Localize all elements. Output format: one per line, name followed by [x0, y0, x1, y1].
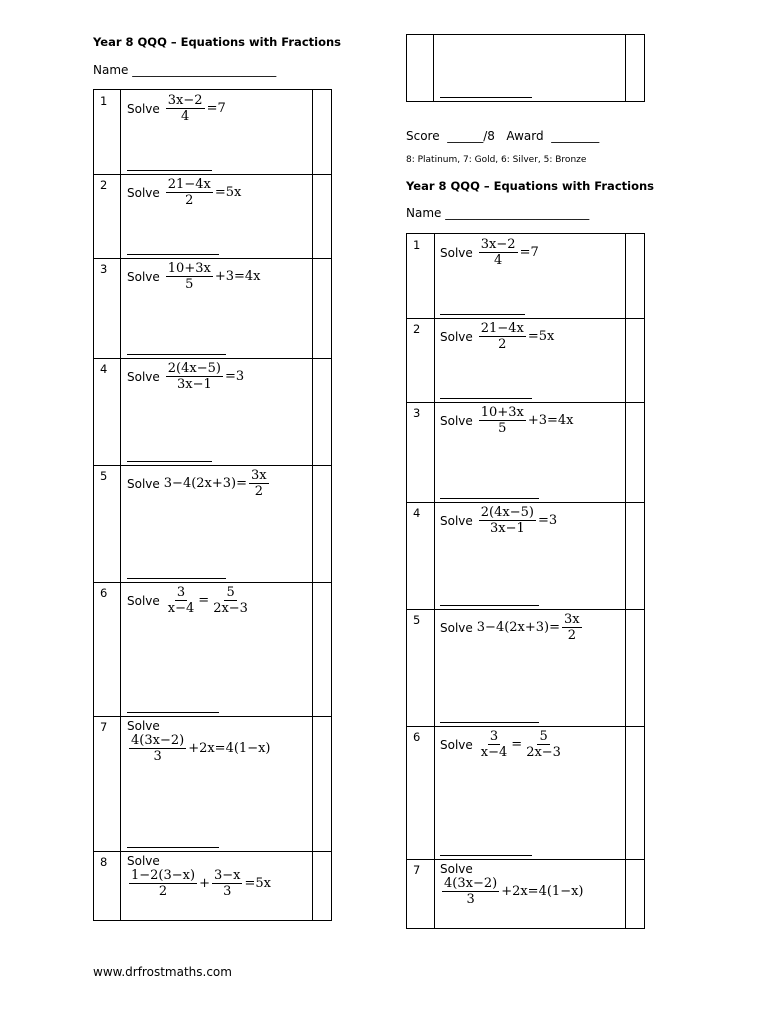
question-number: 2	[100, 178, 108, 192]
fraction	[479, 729, 510, 760]
equation-rest: =7	[519, 245, 539, 260]
equation	[164, 261, 261, 292]
answer-line[interactable]	[127, 254, 219, 255]
question-text	[440, 612, 584, 643]
numerator: 21−4x	[167, 177, 211, 192]
fraction	[479, 321, 526, 352]
numerator: 4(3x−2)	[444, 876, 498, 891]
equals-sign: =	[198, 593, 210, 608]
question-text	[127, 177, 241, 208]
numerator: 3	[489, 729, 499, 744]
numerator: 2(4x−5)	[480, 505, 534, 520]
answer-line[interactable]	[440, 855, 532, 856]
question-row-3	[407, 402, 644, 503]
fraction	[479, 405, 526, 436]
question-row-2	[94, 174, 331, 259]
question-text	[440, 862, 584, 907]
question-text	[440, 237, 539, 268]
question-number: 4	[413, 506, 421, 520]
denominator: 3	[153, 749, 162, 764]
equation-rest: =3	[224, 369, 245, 384]
question-number: 7	[413, 863, 421, 877]
question-text	[440, 321, 554, 352]
numerator: 4(3x−2)	[131, 733, 185, 748]
numerator: 3x	[251, 468, 267, 483]
equals-sign: =	[511, 737, 523, 752]
equation-rest: +2x=4(1−x)	[501, 884, 584, 899]
question-text	[440, 505, 557, 536]
denominator: 3	[466, 892, 475, 907]
numerator: 5	[539, 729, 548, 744]
fraction	[212, 868, 243, 899]
denominator: 2x−3	[213, 601, 248, 616]
question-text	[127, 93, 226, 124]
worksheet-title-right: Year 8 QQQ – Equations with Fractions	[406, 179, 655, 193]
equation	[477, 405, 574, 436]
question-row-2	[407, 318, 644, 403]
equation	[477, 612, 584, 643]
equation	[440, 876, 584, 907]
answer-line[interactable]	[127, 847, 219, 848]
denominator: x−4	[480, 745, 508, 760]
continuation-box	[406, 34, 645, 102]
equation-rest: =3	[537, 513, 558, 528]
denominator: 4	[494, 253, 503, 268]
solve-label: Solve	[127, 719, 160, 733]
equation	[477, 321, 555, 352]
solve-label: Solve	[440, 513, 473, 528]
denominator: 2	[158, 884, 168, 899]
plus-sign: +	[199, 876, 210, 891]
fraction	[211, 585, 250, 616]
answer-line[interactable]	[440, 97, 532, 98]
answer-line[interactable]	[127, 461, 212, 462]
question-number: 4	[100, 362, 108, 376]
denominator: 5	[498, 421, 507, 436]
equation	[127, 733, 271, 764]
solve-label: Solve	[440, 413, 473, 428]
equation	[164, 468, 271, 499]
fraction	[166, 361, 223, 392]
solve-label: Solve	[127, 476, 160, 491]
equation	[164, 585, 252, 616]
answer-line[interactable]	[127, 170, 212, 171]
question-row-7	[407, 859, 644, 928]
answer-line[interactable]	[127, 712, 219, 713]
numerator: 1−2(3−x)	[131, 868, 196, 883]
denominator: 2	[185, 193, 194, 208]
solve-label: Solve	[440, 620, 473, 635]
answer-line[interactable]	[440, 314, 525, 315]
question-text	[440, 729, 565, 760]
fraction	[129, 733, 186, 764]
answer-line[interactable]	[440, 498, 539, 499]
answer-line[interactable]	[440, 722, 539, 723]
solve-label: Solve	[127, 185, 160, 200]
questions-table-left	[93, 89, 332, 921]
name-line-left: Name ________________________	[93, 63, 277, 77]
numerator: 3−x	[213, 868, 241, 883]
numerator: 3x	[564, 612, 580, 627]
equation	[164, 361, 244, 392]
numerator: 10+3x	[480, 405, 524, 420]
numerator: 5	[226, 585, 235, 600]
footer-url[interactable]: www.drfrostmaths.com	[93, 965, 232, 979]
equation-rest: =5x	[527, 329, 555, 344]
denominator: 5	[185, 277, 194, 292]
fraction	[479, 237, 518, 268]
question-text	[127, 854, 271, 899]
question-row-6	[94, 582, 331, 717]
question-text	[127, 585, 252, 616]
equation	[477, 237, 539, 268]
equation	[164, 93, 226, 124]
numerator: 21−4x	[480, 321, 524, 336]
denominator: 2x−3	[526, 745, 561, 760]
numerator: 3x−2	[167, 93, 203, 108]
denominator: 3	[223, 884, 232, 899]
question-number: 2	[413, 322, 421, 336]
question-text	[127, 261, 261, 292]
denominator: 4	[181, 109, 190, 124]
equation-rest: =5x	[214, 185, 242, 200]
question-row-7	[94, 716, 331, 852]
solve-label: Solve	[127, 854, 160, 868]
solve-label: Solve	[127, 101, 160, 116]
question-number: 6	[100, 586, 108, 600]
denominator: 3x−1	[489, 521, 525, 536]
denominator: 2	[567, 628, 576, 643]
equation	[477, 505, 557, 536]
fraction	[524, 729, 563, 760]
question-number: 7	[100, 720, 108, 734]
equation-rest: =5x	[244, 876, 271, 891]
solve-label: Solve	[440, 737, 473, 752]
equation-rest: =7	[206, 101, 226, 116]
fraction	[442, 876, 499, 907]
fraction	[166, 93, 205, 124]
question-row-8	[94, 851, 331, 920]
equation-rest: +3=4x	[214, 269, 261, 284]
answer-line[interactable]	[127, 354, 226, 355]
equation	[164, 177, 242, 208]
fraction	[166, 261, 213, 292]
question-row-1	[94, 90, 331, 175]
question-row-4	[407, 502, 644, 610]
fraction	[166, 177, 213, 208]
question-text	[440, 405, 574, 436]
solve-label: Solve	[440, 245, 473, 260]
solve-label: Solve	[127, 369, 160, 384]
questions-table-right	[406, 233, 645, 929]
question-row-5	[407, 609, 644, 727]
question-row-3	[94, 258, 331, 359]
name-line-right: Name ________________________	[406, 206, 590, 220]
answer-line[interactable]	[440, 398, 532, 399]
question-number: 8	[100, 855, 108, 869]
question-number: 5	[100, 469, 108, 483]
score-line: Score ______/8 Award ________	[406, 129, 600, 143]
equation	[477, 729, 565, 760]
fraction	[129, 868, 197, 899]
equation-rest: +2x=4(1−x)	[188, 741, 271, 756]
question-row-5	[94, 465, 331, 583]
denominator: 2	[254, 484, 263, 499]
question-number: 3	[100, 262, 108, 276]
equation-lhs: 3−4(2x+3)=	[476, 620, 561, 635]
answer-line[interactable]	[440, 605, 539, 606]
question-text	[127, 468, 271, 499]
numerator: 3	[176, 585, 186, 600]
denominator: x−4	[167, 601, 195, 616]
denominator: 2	[498, 337, 507, 352]
column-divider	[625, 35, 626, 101]
numerator: 10+3x	[167, 261, 211, 276]
fraction	[562, 612, 582, 643]
denominator: 3x−1	[176, 377, 212, 392]
question-number: 3	[413, 406, 421, 420]
worksheet-title-left: Year 8 QQQ – Equations with Fractions	[93, 35, 342, 49]
numerator: 3x−2	[480, 237, 516, 252]
numerator: 2(4x−5)	[167, 361, 221, 376]
question-row-4	[94, 358, 331, 466]
fraction	[249, 468, 269, 499]
solve-label: Solve	[440, 329, 473, 344]
question-row-1	[407, 234, 644, 319]
solve-label: Solve	[127, 269, 160, 284]
question-row-6	[407, 726, 644, 860]
award-levels: 8: Platinum, 7: Gold, 6: Silver, 5: Bronze	[406, 155, 587, 165]
column-divider	[433, 35, 434, 101]
fraction	[166, 585, 197, 616]
question-number: 6	[413, 730, 421, 744]
question-text	[127, 719, 271, 764]
equation	[127, 868, 271, 899]
solve-label: Solve	[127, 593, 160, 608]
equation-lhs: 3−4(2x+3)=	[163, 476, 248, 491]
solve-label: Solve	[440, 862, 473, 876]
fraction	[479, 505, 536, 536]
answer-line[interactable]	[127, 578, 226, 579]
question-text	[127, 361, 244, 392]
question-number: 1	[413, 238, 421, 252]
equation-rest: +3=4x	[527, 413, 574, 428]
question-number: 1	[100, 94, 108, 108]
question-number: 5	[413, 613, 421, 627]
